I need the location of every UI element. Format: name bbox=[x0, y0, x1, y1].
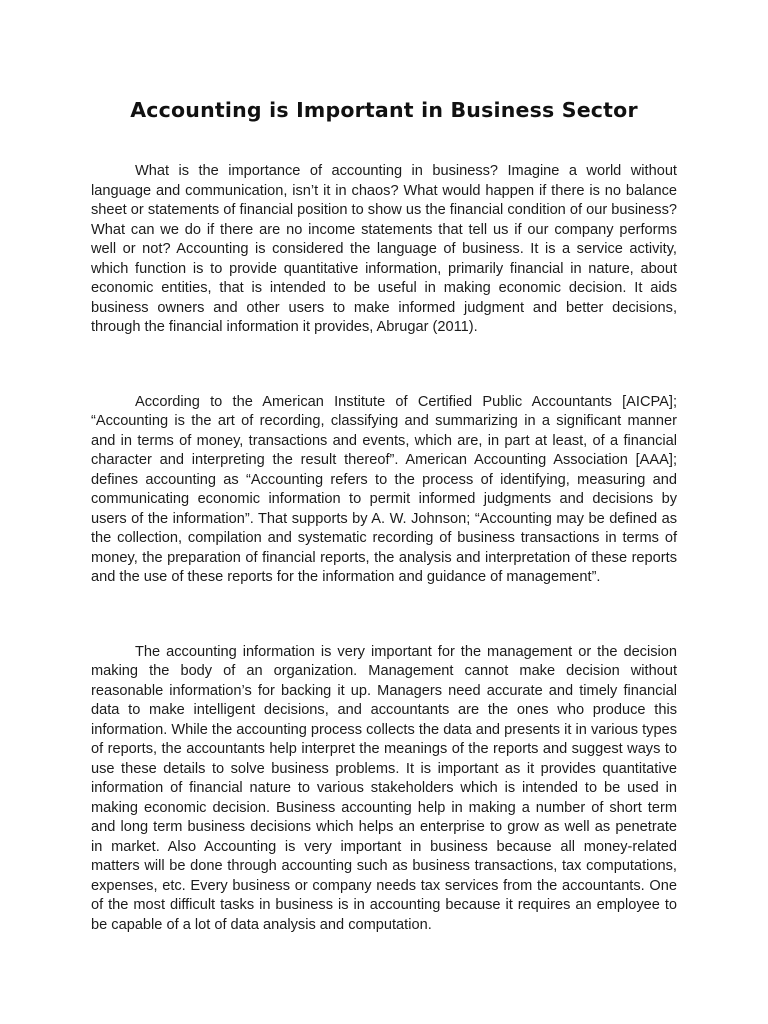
paragraph-accounting-definitions: According to the American Institute of Certified Public Accountants [AICPA]; “Accounting is the art of recording, classifying and summarizing in a significant manner and in terms of money, transactions and events, which are, in part at least, of a financial character and interpreting the result thereof”. American Accounting Association [AAA]; defines accounting as “Accounting refers to the process of identifying, measuring and communicating economic information to permit informed judgments and decisions by users of the information”. That supports by A. W. Johnson; “Accounting may be defined as the collection, compilation and systematic recording of business transactions in terms of money, the preparation of financial reports, the analysis and interpretation of these reports and the use of these reports for the information and guidance of management”. bbox=[91, 393, 677, 585]
paragraph-accounting-information: The accounting information is very important for the management or the decision making the body of an organization. Management cannot make decision without reasonable information’s for backing it up. Managers need accurate and timely financial data to make intelligent decisions, and accountants are the ones who produce this information. While the accounting process collects the data and presents it in various types of reports, the accountants help interpret the meanings of the reports and suggest ways to use these details to solve business problems. It is important as it provides quantitative information of financial nature to various stakeholders which is intended to be used in making economic decision. Business accounting help in making a number of short term and long term business decisions which helps an enterprise to grow as well as penetrate in market. Also Accounting is very important in business because all money-related matters will be done through accounting such as business transactions, tax computations, expenses, etc. Every business or company needs tax services from the accountants. One of the most difficult tasks in business is in accounting because it requires an employee to be capable of a lot of data analysis and computation. bbox=[91, 643, 677, 933]
document-title: Accounting is Important in Business Sector bbox=[130, 98, 638, 122]
document-body bbox=[91, 162, 677, 935]
paragraph-importance-of-accounting: What is the importance of accounting in business? Imagine a world without language and communication, isn’t it in chaos? What would happen if there is no balance sheet or statements of financial position to show us the financial condition of our business? What can we do if there are no income statements that tell us if our company performs well or not? Accounting is considered the language of business. It is a service activity, which function is to provide quantitative information, primarily financial in nature, about economic entities, that is intended to be useful in making economic decision. It aids business owners and other users to make informed judgment and better decisions, through the financial information it provides, Abrugar (2011). bbox=[91, 163, 677, 335]
